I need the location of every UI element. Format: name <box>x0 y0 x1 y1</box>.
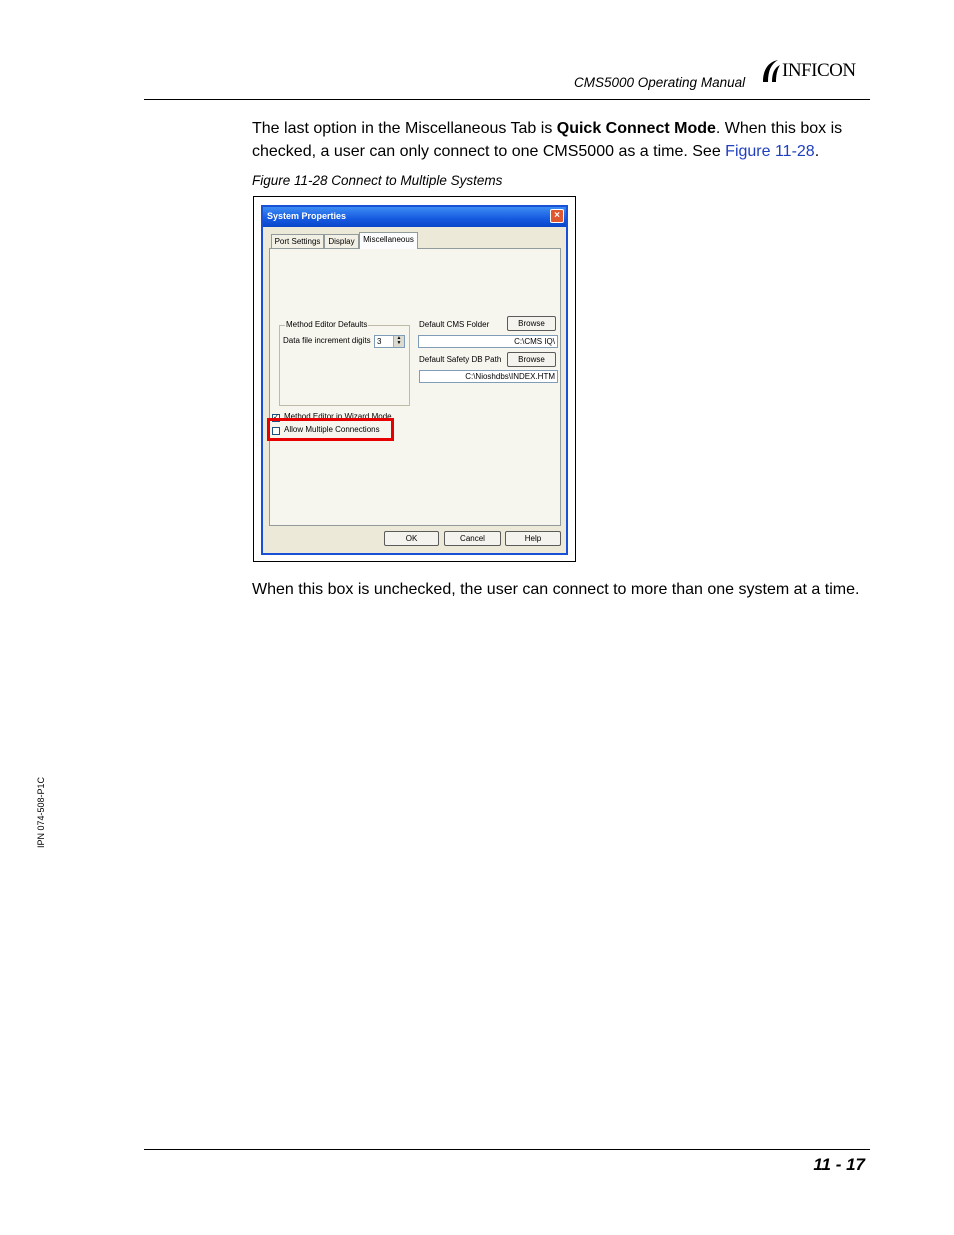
tab-port-settings[interactable]: Port Settings <box>271 234 324 248</box>
increment-label: Data file increment digits <box>283 336 371 345</box>
cms-folder-field[interactable]: C:\CMS IQ\ <box>418 335 558 348</box>
dialog-title: System Properties <box>267 211 347 221</box>
safety-db-field[interactable]: C:\Nioshdbs\INDEX.HTM <box>419 370 558 383</box>
check-icon: ✓ <box>273 414 279 421</box>
figure-link[interactable]: Figure 11-28 <box>725 143 815 160</box>
increment-value: 3 <box>377 337 382 346</box>
allow-multiple-label: Allow Multiple Connections <box>284 425 380 434</box>
ok-button[interactable]: OK <box>384 531 439 546</box>
help-button[interactable]: Help <box>505 531 561 546</box>
highlight-box <box>267 418 394 441</box>
intro-text-b: . When this box is checked, a user can only connect to one CMS5000 as a time. See <box>252 120 843 160</box>
system-properties-dialog <box>261 205 568 555</box>
cancel-button[interactable]: Cancel <box>444 531 501 546</box>
inficon-swoosh-icon <box>760 58 782 84</box>
intro-text-a: The last option in the Miscellaneous Tab is <box>252 120 557 137</box>
tab-miscellaneous[interactable]: Miscellaneous <box>359 232 418 249</box>
cms-folder-label: Default CMS Folder <box>419 320 490 329</box>
browse-cms-folder-button[interactable]: Browse <box>507 316 556 331</box>
page-number: 11 - 17 <box>813 1155 865 1174</box>
increment-spinner[interactable] <box>374 335 405 348</box>
dialog-titlebar <box>263 207 566 227</box>
intro-bold-term: Quick Connect Mode <box>556 120 716 137</box>
inficon-logo <box>760 58 872 84</box>
safety-db-label: Default Safety DB Path <box>419 355 502 364</box>
close-icon[interactable]: × <box>550 209 564 223</box>
manual-title: CMS5000 Operating Manual <box>574 75 746 90</box>
ipn-code: IPN 074-508-P1C <box>36 776 46 848</box>
figure-caption: Figure 11-28 Connect to Multiple Systems <box>252 173 503 188</box>
spin-down-icon[interactable]: ▼ <box>396 340 402 346</box>
brand-name: INFICON <box>782 60 856 81</box>
closing-paragraph: When this box is unchecked, the user can connect to more than one system at a time. <box>252 581 860 598</box>
footer-rule <box>144 1149 870 1150</box>
spinner-arrows-icon[interactable] <box>393 336 404 347</box>
header-rule <box>144 99 870 100</box>
browse-safety-db-button[interactable]: Browse <box>507 352 556 367</box>
intro-text-c: . <box>814 143 820 160</box>
wizard-mode-label: Method Editor in Wizard Mode <box>284 412 392 421</box>
tab-display[interactable]: Display <box>324 234 359 248</box>
spin-up-icon[interactable]: ▲ <box>396 335 402 341</box>
intro-paragraph <box>252 117 872 163</box>
groupbox-label: Method Editor Defaults <box>286 320 368 329</box>
